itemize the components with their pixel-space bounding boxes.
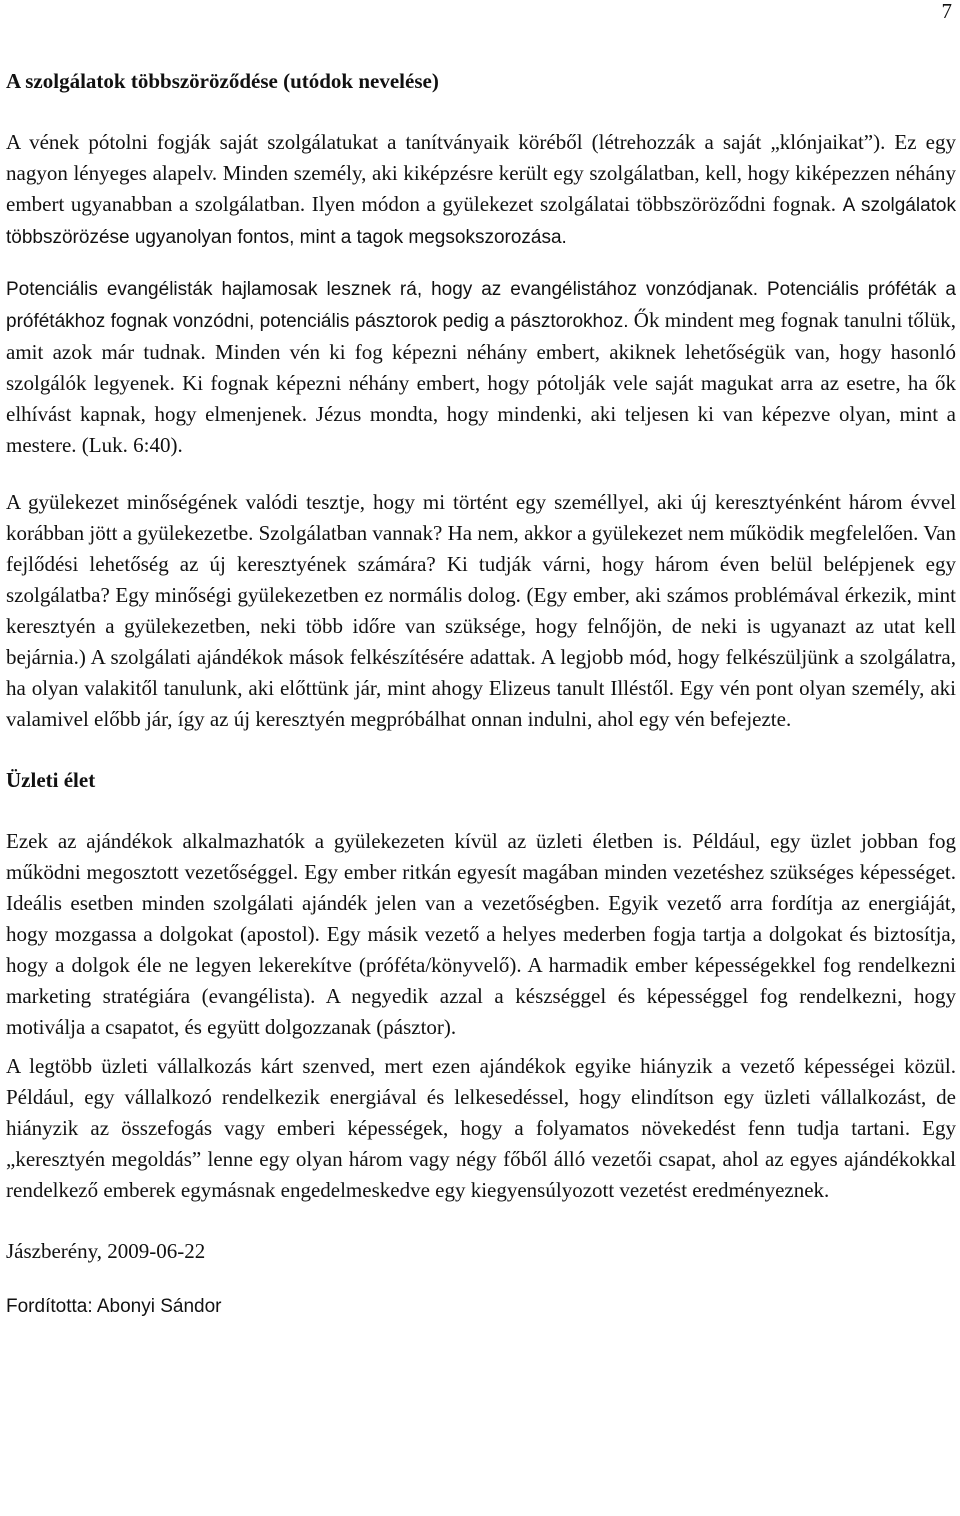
paragraph-uzleti-1: Ezek az ajándékok alkalmazhatók a gyülekezeten kívül az üzleti életben is. Például, egy üzlet jobban fog működni megosztott vezetőséggel. Egy ember ritkán egyesít magában minden vezetéshez szükséges képességet. Ideális esetben minden szolgálati ajándék jelen van a vezetőségben. Egyik vezető arra fordítja az energiáját, hogy mozgassa a dolgokat (apostol). Egy másik vezető a helyes mederben fogja tartja a dolgokat és biztosítja, hogy a dolgok éle ne legyen lekerekítve (próféta/könyvelő). A harmadik ember képességekkel fog rendelkezni marketing stratégiára (evangélista). A negyedik azzal a készséggel és képességgel fog rendelkezni, hogy motiválja a csapatot, és együtt dolgozzanak (pásztor). <box>6 829 956 1039</box>
section-heading-uzleti-elet: Üzleti élet <box>6 768 96 792</box>
document-body <box>6 66 956 1322</box>
paragraph-potencialis <box>6 273 956 461</box>
paragraph-intro <box>6 127 956 253</box>
translator-credit: Fordította: Abonyi Sándor <box>6 1296 222 1317</box>
paragraph-intro-text: A vének pótolni fogják saját szolgálatukat a tanítványaik köréből (létrehozzák a saját „klónjaikat”). Ez egy nagyon lényeges alapelv. Minden személy, aki kiképzésre került egy szolgálatban, kell, hogy kiképezzen néhány embert ugyanabban a szolgálatban. Ilyen módon a gyülekezet szolgálatai többszöröződni fognak. <box>6 130 956 216</box>
paragraph-intro-sans: A szolgálatok többszörözése ugyanolyan fontos, mint a tagok megsokszorozása. <box>6 195 956 248</box>
paragraph-gyulekezet-minosege: A gyülekezet minőségének valódi tesztje, hogy mi történt egy személlyel, aki új keresztyénként három évvel korábban jött a gyülekezetbe. Szolgálatban vannak? Ha nem, akkor a gyülekezet nem működik megfelelően. Van fejlődési lehetőség az új keresztyének számára? Ki tudják várni, hogy három éven belül belépjenek egy szolgálatba? Egy minőségi gyülekezetben ez normális dolog. (Egy ember, aki számos problémával érkezik, mint keresztyén a gyülekezetben, neki több időre van szüksége, hogy felnőjön, de neki is ugyanazt az utat kell bejárnia.) A szolgálati ajándékok mások felkészítésére adattak. A legjobb mód, hogy felkészüljünk a szolgálatra, ha olyan valakitől tanulunk, aki előttünk jár, mint ahogy Elizeus tanult Illéstől. Egy vén pont olyan személy, aki valamivel előbb jár, így az új keresztyén megpróbálhat onnan indulni, ahol egy vén befejezte. <box>6 490 956 731</box>
section-heading-szolgalatok: A szolgálatok többszöröződése (utódok nevelése) <box>6 69 439 93</box>
place-date: Jászberény, 2009-06-22 <box>6 1239 206 1263</box>
page-number: 7 <box>941 0 952 23</box>
paragraph-potencialis-text: Ők mindent meg fognak tanulni tőlük, amit azok már tudnak. Minden vén ki fog képezni néhány embert, akiknek lehetőségük van, hogy hasonló szolgálók legyenek. Ki fognak képezni néhány embert, hogy pótolják vele saját magukat arra az esetre, ha ők elhívást kapnak, hogy elmenjenek. Jézus mondta, hogy mindenki, aki teljesen ki van képezve olyan, mint a mestere. (Luk. 6:40). <box>6 308 957 457</box>
paragraph-potencialis-sans: Potenciális evangélisták hajlamosak lesznek rá, hogy az evangélistához vonzódjanak. Potenciális próféták a prófétákhoz fognak vonzódni, potenciális pásztorok pedig a pásztorokhoz. <box>6 279 956 332</box>
paragraph-uzleti-2: A legtöbb üzleti vállalkozás kárt szenved, mert ezen ajándékok egyike hiányzik a vezető képességei közül. Például, egy vállalkozó rendelkezik energiával és lelkesedéssel, hogy elindítson egy üzleti vállalkozást, de hiányzik az összefogás vagy emberi képességek, hogy a folyamatos növekedést fenn tudja tartani. Egy „keresztyén megoldás” lenne egy olyan három vagy négy főből álló vezetői csapat, ahol az egyes ajándékokkal rendelkező emberek egymásnak engedelmeskedve egy kiegyensúlyozott vezetést eredményeznek. <box>6 1054 956 1202</box>
